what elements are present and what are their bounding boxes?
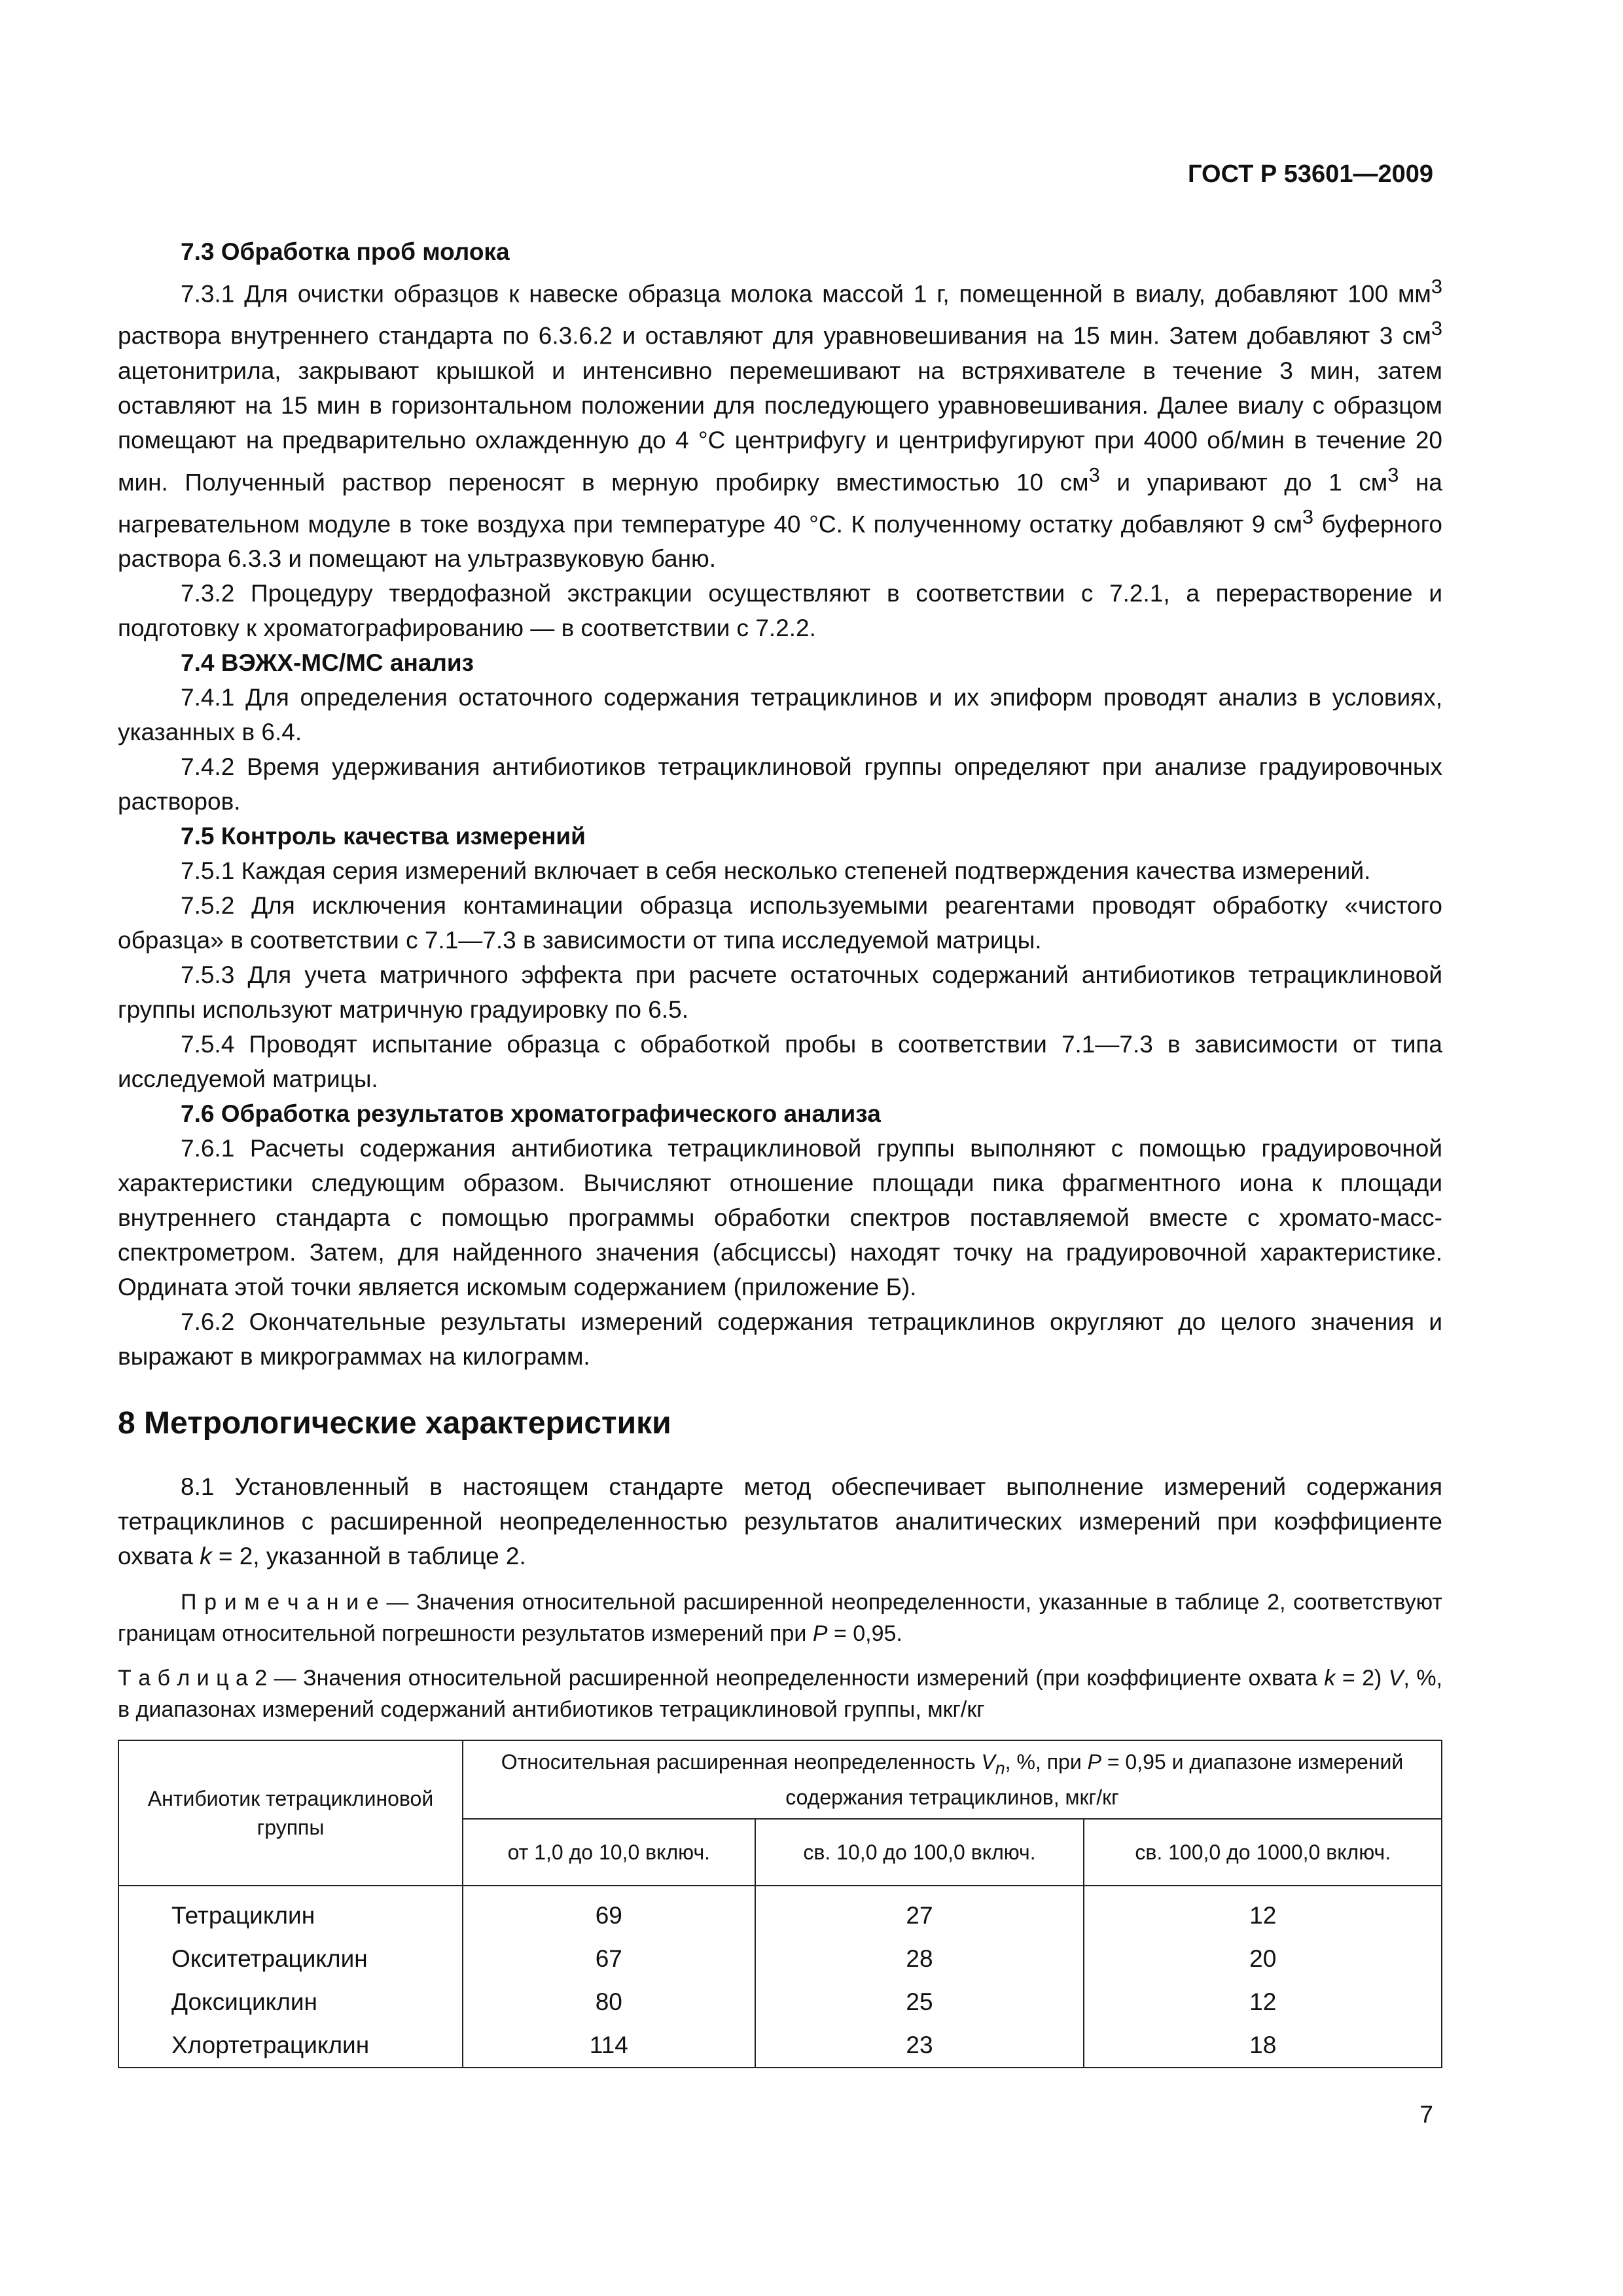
table-row: Окситетрациклин 67 28 20 (118, 1937, 1442, 1981)
header-range-1: от 1,0 до 10,0 включ. (463, 1819, 755, 1886)
paragraph-7-6-2: 7.6.2 Окончательные результаты измерений содержания тетрациклинов округляют до целого значения и выражают в микрограммах на килограмм. (118, 1308, 1442, 1371)
paragraph-7-3-2: 7.3.2 Процедуру твердофазной экстракции осуществляют в соответствии с 7.2.1, а перерастворение и подготовку к хроматографированию — в соответствии с 7.2.2. (118, 580, 1442, 642)
paragraph-7-4-2: 7.4.2 Время удерживания антибиотиков тетрациклиновой группы определяют при анализе градуировочных растворов. (118, 753, 1442, 816)
note: П р и м е ч а н и е — Значения относительной расширенной неопределенности, указанные в таблице 2, соответствуют границам относительной погрешности результатов измерений при P = 0,95. (118, 1590, 1442, 1647)
table-2-caption: Т а б л и ц а 2 — Значения относительной расширенной неопределенности измерений (при коэффициенте охвата k = 2) V, %, в диапазонах измерений содержаний антибиотиков тетрациклиновой группы, мкг/кг (118, 1666, 1442, 1723)
standard-code: ГОСТ Р 53601—2009 (1188, 160, 1433, 188)
table-row: Доксициклин 80 25 12 (118, 1981, 1442, 2024)
paragraph-7-5-2: 7.5.2 Для исключения контаминации образца используемыми реагентами проводят обработку «чистого образца» в соответствии с 7.1—7.3 в зависимости от типа исследуемой матрицы. (118, 892, 1442, 954)
header-range-3: св. 100,0 до 1000,0 включ. (1084, 1819, 1442, 1886)
section-7-4-title: 7.4 ВЭЖХ-МС/МС анализ (181, 649, 474, 677)
section-7-6-title: 7.6 Обработка результатов хроматографического анализа (181, 1100, 881, 1128)
paragraph-7-6-1: 7.6.1 Расчеты содержания антибиотика тетрациклиновой группы выполняют с помощью градуировочной характеристики следующим образом. Вычисляют отношение площади пика фрагментного иона к площади внутреннего стандарта с помощью программы обработки спектров поставляемой вместе с хромато-масс-спектрометром. Затем, для найденного значения (абсциссы) находят точку на градуировочной характеристике. Ордината этой точки является искомым содержанием (приложение Б). (118, 1135, 1442, 1301)
table-2 (118, 1740, 1442, 2068)
paragraph-7-4-1: 7.4.1 Для определения остаточного содержания тетрациклинов и их эпиформ проводят анализ в условиях, указанных в 6.4. (118, 684, 1442, 746)
section-7-5-title: 7.5 Контроль качества измерений (181, 823, 586, 850)
header-range-2: св. 10,0 до 100,0 включ. (755, 1819, 1084, 1886)
paragraph-7-5-1: 7.5.1 Каждая серия измерений включает в себя несколько степеней подтверждения качества измерений. (181, 857, 1371, 885)
table-row: Хлортетрациклин 114 23 18 (118, 2024, 1442, 2068)
table-row: Тетрациклин 69 27 12 (118, 1886, 1442, 1937)
section-7-3-title: 7.3 Обработка проб молока (181, 238, 510, 265)
header-antibiotic: Антибиотик тетрациклиновой группы (118, 1740, 463, 1885)
header-uncertainty: Относительная расширенная неопределенность $V_n$, %, при P = 0,95 и диапазоне измерений содержания тетрациклинов, мкг/кг (463, 1740, 1442, 1818)
document-body (118, 234, 1442, 2068)
section-8-title: 8 Метрологические характеристики (118, 1406, 671, 1441)
page-number: 7 (1419, 2101, 1433, 2128)
paragraph-7-3-1: 7.3.1 Для очистки образцов к навеске образца молока массой 1 г, помещенной в виалу, добавляют 100 $мм^3$ раствора внутреннего стандарта по 6.3.6.2 и оставляют для уравновешивания на 15 мин. Затем добавляют 3 $см^3$ ацетонитрила, закрывают крышкой и интенсивно перемешивают на встряхивателе в течение 3 мин, затем оставляют на 15 мин в горизонтальном положении для последующего уравновешивания. Далее виалу с образцом помещают на предварительно охлажденную до 4 °С центрифугу и центрифугируют при 4000 об/мин в течение 20 мин. Полученный раствор переносят в мерную пробирку вместимостью 10 $см^3$ и упаривают до 1 $см^3$ на нагревательном модуле в токе воздуха при температуре 40 °С. К полученному остатку добавляют 9 $см^3$ буферного раствора 6.3.3 и помещают на ультразвуковую баню. (118, 275, 1443, 573)
paragraph-7-5-3: 7.5.3 Для учета матричного эффекта при расчете остаточных содержаний антибиотиков тетрациклиновой группы используют матричную градуировку по 6.5. (118, 961, 1442, 1024)
paragraph-7-5-4: 7.5.4 Проводят испытание образца с обработкой пробы в соответствии 7.1—7.3 в зависимости от типа исследуемой матрицы. (118, 1031, 1442, 1093)
paragraph-8-1: 8.1 Установленный в настоящем стандарте метод обеспечивает выполнение измерений содержания тетрациклинов с расширенной неопределенностью результатов аналитических измерений при коэффициенте охвата k = 2, указанной в таблице 2. (118, 1473, 1442, 1570)
